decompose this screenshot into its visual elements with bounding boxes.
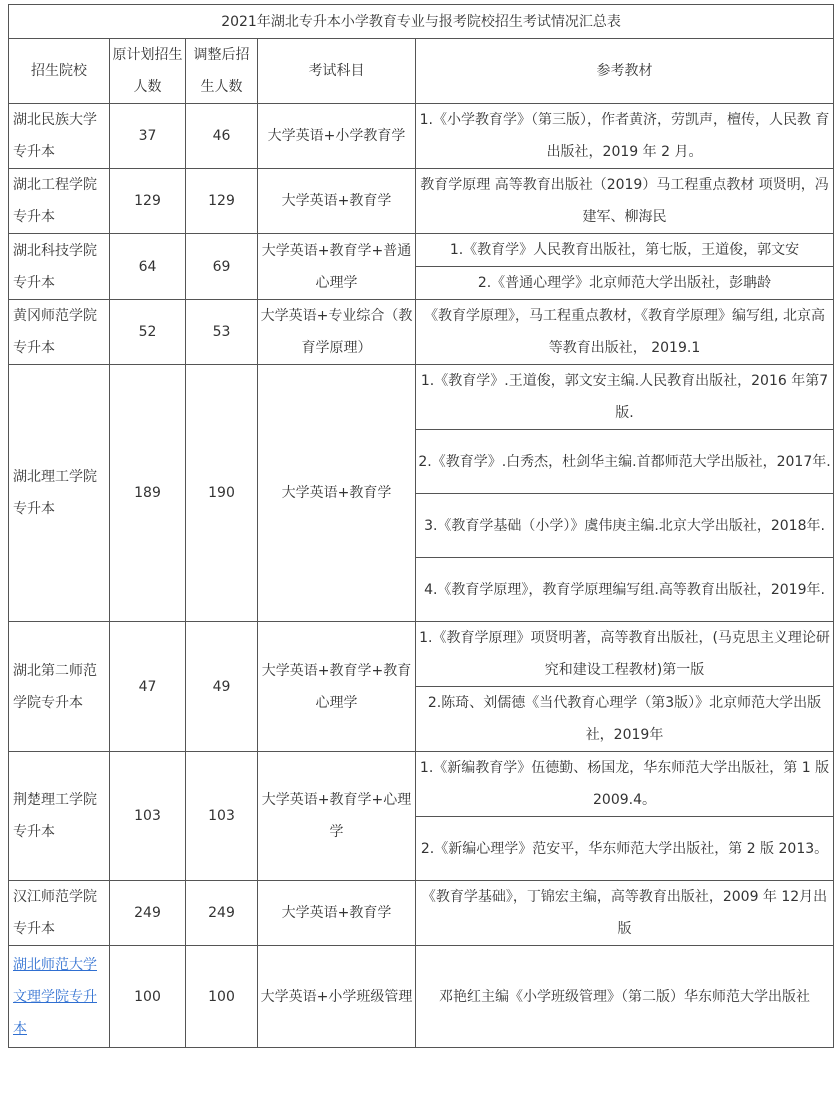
exam-subjects: 大学英语+教育学+心理学 [258, 752, 416, 881]
reference-book: 1.《教育学》人民教育出版社，第七版，王道俊，郭文安 [416, 234, 834, 267]
plan-count: 100 [110, 946, 186, 1048]
header-adjusted: 调整后招生人数 [186, 39, 258, 104]
header-refs: 参考教材 [416, 39, 834, 104]
reference-book: 2.《新编心理学》范安平，华东师范大学出版社，第 2 版 2013。 [416, 817, 834, 881]
reference-book: 4.《教育学原理》，教育学原理编写组.高等教育出版社，2019年. [416, 558, 834, 622]
summary-table [8, 4, 834, 1048]
header-school: 招生院校 [9, 39, 110, 104]
reference-book: 2.陈琦、刘儒德《当代教育心理学（第3版）》北京师范大学出版社，2019年 [416, 687, 834, 752]
header-subjects: 考试科目 [258, 39, 416, 104]
adjusted-count: 69 [186, 234, 258, 300]
exam-subjects: 大学英语+小学教育学 [258, 104, 416, 169]
adjusted-count: 249 [186, 881, 258, 946]
adjusted-count: 190 [186, 365, 258, 622]
exam-subjects: 大学英语+教育学+普通心理学 [258, 234, 416, 300]
school-name: 湖北理工学院专升本 [9, 365, 110, 622]
adjusted-count: 103 [186, 752, 258, 881]
plan-count: 249 [110, 881, 186, 946]
school-name: 荆楚理工学院专升本 [9, 752, 110, 881]
reference-book: 1.《新编教育学》伍德勤、杨国龙，华东师范大学出版社，第 1 版2009.4。 [416, 752, 834, 817]
exam-subjects: 大学英语+教育学 [258, 169, 416, 234]
plan-count: 103 [110, 752, 186, 881]
plan-count: 129 [110, 169, 186, 234]
reference-book: 2.《普通心理学》北京师范大学出版社，彭聃龄 [416, 267, 834, 300]
plan-count: 47 [110, 622, 186, 752]
exam-subjects: 大学英语+小学班级管理 [258, 946, 416, 1048]
reference-book: 1.《教育学原理》项贤明著，高等教育出版社，(马克思主义理论研究和建设工程教材)第一版 [416, 622, 834, 687]
school-name: 汉江师范学院专升本 [9, 881, 110, 946]
table-title: 2021年湖北专升本小学教育专业与报考院校招生考试情况汇总表 [9, 5, 834, 39]
plan-count: 37 [110, 104, 186, 169]
reference-book: 邓艳红主编《小学班级管理》（第二版）华东师范大学出版社 [416, 946, 834, 1048]
reference-book: 2.《教育学》.白秀杰，杜剑华主编.首都师范大学出版社，2017年. [416, 430, 834, 494]
exam-subjects: 大学英语+教育学+教育心理学 [258, 622, 416, 752]
school-name: 湖北第二师范学院专升本 [9, 622, 110, 752]
exam-subjects: 大学英语+教育学 [258, 365, 416, 622]
adjusted-count: 49 [186, 622, 258, 752]
school-name: 湖北科技学院专升本 [9, 234, 110, 300]
exam-subjects: 大学英语+专业综合（教育学原理） [258, 300, 416, 365]
reference-book: 《教育学原理》，马工程重点教材，《教育学原理》编写组, 北京高等教育出版社， 2019.1 [416, 300, 834, 365]
adjusted-count: 100 [186, 946, 258, 1048]
adjusted-count: 129 [186, 169, 258, 234]
plan-count: 52 [110, 300, 186, 365]
reference-book: 教育学原理 高等教育出版社（2019）马工程重点教材 项贤明，冯建军、柳海民 [416, 169, 834, 234]
plan-count: 64 [110, 234, 186, 300]
reference-book: 1.《小学教育学》（第三版），作者黄济，劳凯声，檀传，人民教 育出版社，2019 年 2 月。 [416, 104, 834, 169]
adjusted-count: 46 [186, 104, 258, 169]
reference-book: 3.《教育学基础（小学）》虞伟庚主编.北京大学出版社，2018年. [416, 494, 834, 558]
school-name: 湖北民族大学专升本 [9, 104, 110, 169]
plan-count: 189 [110, 365, 186, 622]
school-name: 湖北工程学院专升本 [9, 169, 110, 234]
header-plan: 原计划招生人数 [110, 39, 186, 104]
adjusted-count: 53 [186, 300, 258, 365]
reference-book: 《教育学基础》，丁锦宏主编，高等教育出版社，2009 年 12月出版 [416, 881, 834, 946]
school-link[interactable]: 湖北师范大学文理学院专升本 [13, 956, 97, 1037]
school-link-cell[interactable] [9, 946, 110, 1048]
reference-book: 1.《教育学》.王道俊，郭文安主编.人民教育出版社，2016 年第7版. [416, 365, 834, 430]
school-name: 黄冈师范学院专升本 [9, 300, 110, 365]
exam-subjects: 大学英语+教育学 [258, 881, 416, 946]
